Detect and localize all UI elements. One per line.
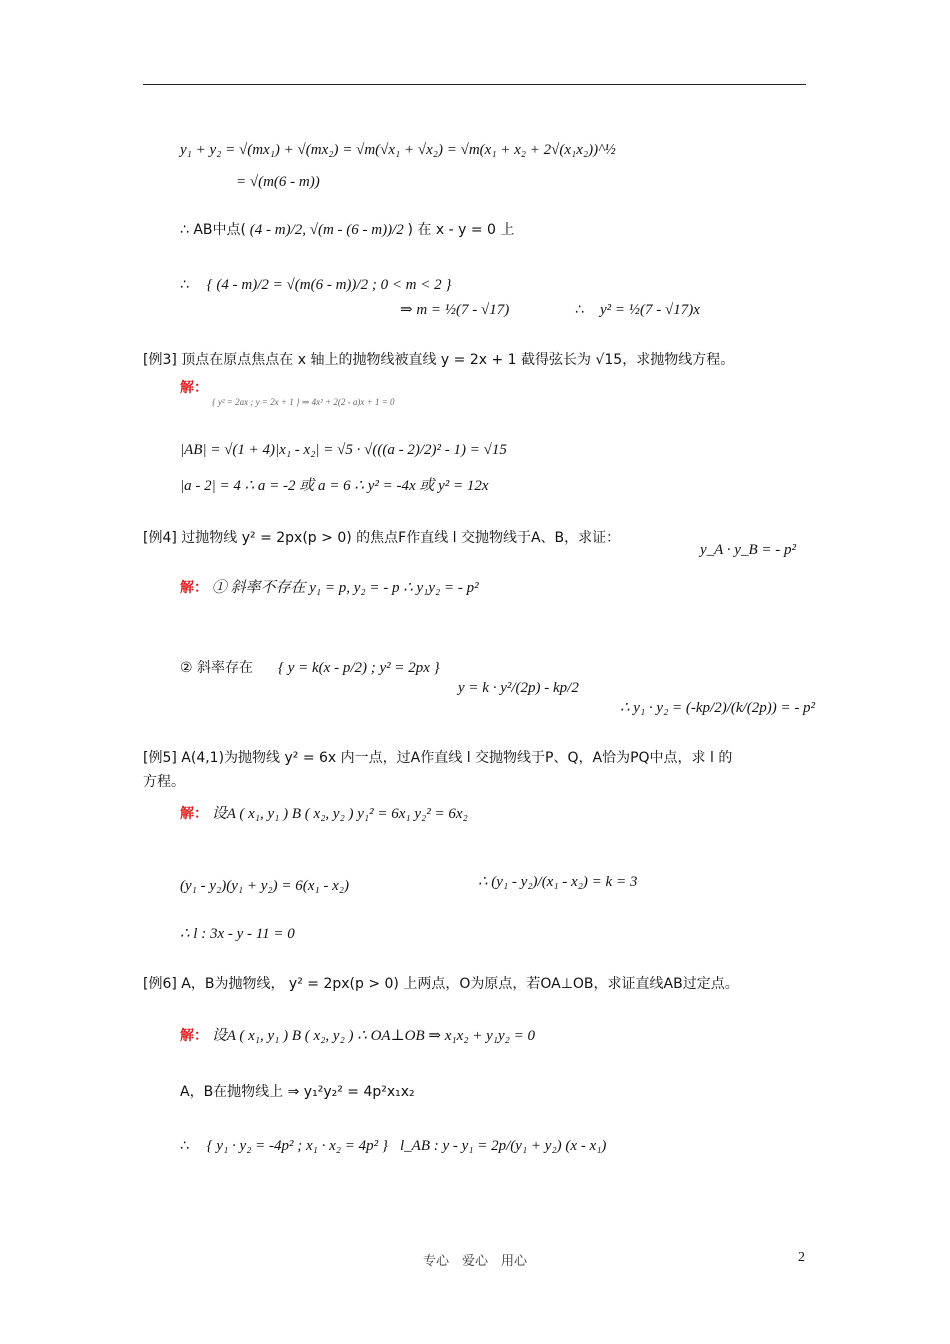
- equation-line: = √(m(6 - m)): [236, 174, 320, 190]
- example-4-statement: [例4] 过抛物线 y² = 2px(p > 0) 的焦点F作直线 l 交抛物线于A、B，求证：: [143, 530, 621, 546]
- formula: 设A ( x₁, y₁ ) B ( x₂, y₂ ) ∴ OA⊥OB ⇒ x₁x₂ + y₁y₂ = 0: [211, 1028, 535, 1044]
- case-2-label: ② 斜率存在: [180, 660, 254, 676]
- formula: y² = ½(7 - √17)x: [600, 302, 700, 318]
- equation-system-small: { y² = 2ax ; y = 2x + 1 } ⇒ 4x² + 2(2 - a)x + 1 = 0: [212, 397, 395, 407]
- text: ) 在 x - y = 0 上: [407, 222, 515, 238]
- equation-line: y₁ + y₂ = √(mx₁) + √(mx₂) = √m(√x₁ + √x₂) = √m(x₁ + x₂ + 2√(x₁x₂))^½: [180, 142, 616, 158]
- example-6-statement: [例6] A，B为抛物线， y² = 2px(p > 0) 上两点，O为原点，若OA⊥OB，求证直线AB过定点。: [143, 976, 739, 992]
- claim-formula: y_A · y_B = - p²: [700, 542, 796, 558]
- solution-label: 解：: [180, 380, 208, 396]
- setup-line: [180, 804, 468, 824]
- formula: { y = k(x - p/2) ; y² = 2px }: [278, 660, 440, 676]
- therefore-symbol: ∴: [180, 277, 189, 293]
- equation-line: |AB| = √(1 + 4)|x₁ - x₂| = √5 · √(((a - 2)/2)² - 1) = √15: [180, 442, 507, 458]
- solution-label: 解：: [180, 806, 208, 822]
- solution-label: 解：: [180, 580, 208, 596]
- formula: { (4 - m)/2 = √(m(6 - m))/2 ; 0 < m < 2 }: [206, 277, 452, 293]
- formula: y = k · y²/(2p) - kp/2: [458, 680, 579, 696]
- setup-line: [180, 1026, 535, 1046]
- formula: ∴ y₁ · y₂ = (-kp/2)/(k/(2p)) = - p²: [620, 700, 816, 716]
- header-rule: [143, 84, 806, 85]
- system-line: [180, 1136, 388, 1156]
- formula: ① 斜率不存在 y₁ = p, y₂ = - p ∴ y₁y₂ = - p²: [211, 580, 479, 596]
- equation-line: ∴ l : 3x - y - 11 = 0: [180, 926, 295, 942]
- example-3-statement: [例3] 顶点在原点焦点在 x 轴上的抛物线被直线 y = 2x + 1 截得弦长为 √15，求抛物线方程。: [143, 352, 735, 368]
- system-line: [180, 275, 451, 295]
- equation-line: A，B在抛物线上 ⇒ y₁²y₂² = 4p²x₁x₂: [180, 1084, 415, 1100]
- footer-motto: 专心 爱心 用心: [422, 1254, 527, 1269]
- equation-line: |a - 2| = 4 ∴ a = -2 或 a = 6 ∴ y² = -4x 或 y² = 12x: [180, 478, 489, 494]
- midpoint-line: [180, 220, 514, 240]
- formula: l_AB : y - y₁ = 2p/(y₁ + y₂) (x - x₁): [400, 1138, 607, 1154]
- example-5-statement-cont: 方程。: [143, 774, 185, 790]
- text: ∴ AB中点(: [180, 222, 247, 238]
- equation-line: (y₁ - y₂)(y₁ + y₂) = 6(x₁ - x₂): [180, 878, 349, 894]
- formula: ⇒ m = ½(7 - √17): [400, 302, 510, 318]
- therefore-symbol: ∴: [575, 302, 584, 318]
- case-1-line: [180, 578, 479, 598]
- equation-line: ∴ (y₁ - y₂)/(x₁ - x₂) = k = 3: [478, 874, 638, 890]
- example-5-statement: [例5] A(4,1)为抛物线 y² = 6x 内一点，过A作直线 l 交抛物线于P、Q，A恰为PQ中点，求 l 的: [143, 750, 733, 766]
- formula: 设A ( x₁, y₁ ) B ( x₂, y₂ ) y₁² = 6x₁ y₂² = 6x₂: [211, 806, 468, 822]
- formula: { y₁ · y₂ = -4p² ; x₁ · x₂ = 4p² }: [206, 1138, 388, 1154]
- page-number: 2: [798, 1250, 805, 1265]
- solution-label: 解：: [180, 1028, 208, 1044]
- therefore-symbol: ∴: [180, 1138, 189, 1154]
- formula: (4 - m)/2, √(m - (6 - m))/2: [249, 222, 404, 238]
